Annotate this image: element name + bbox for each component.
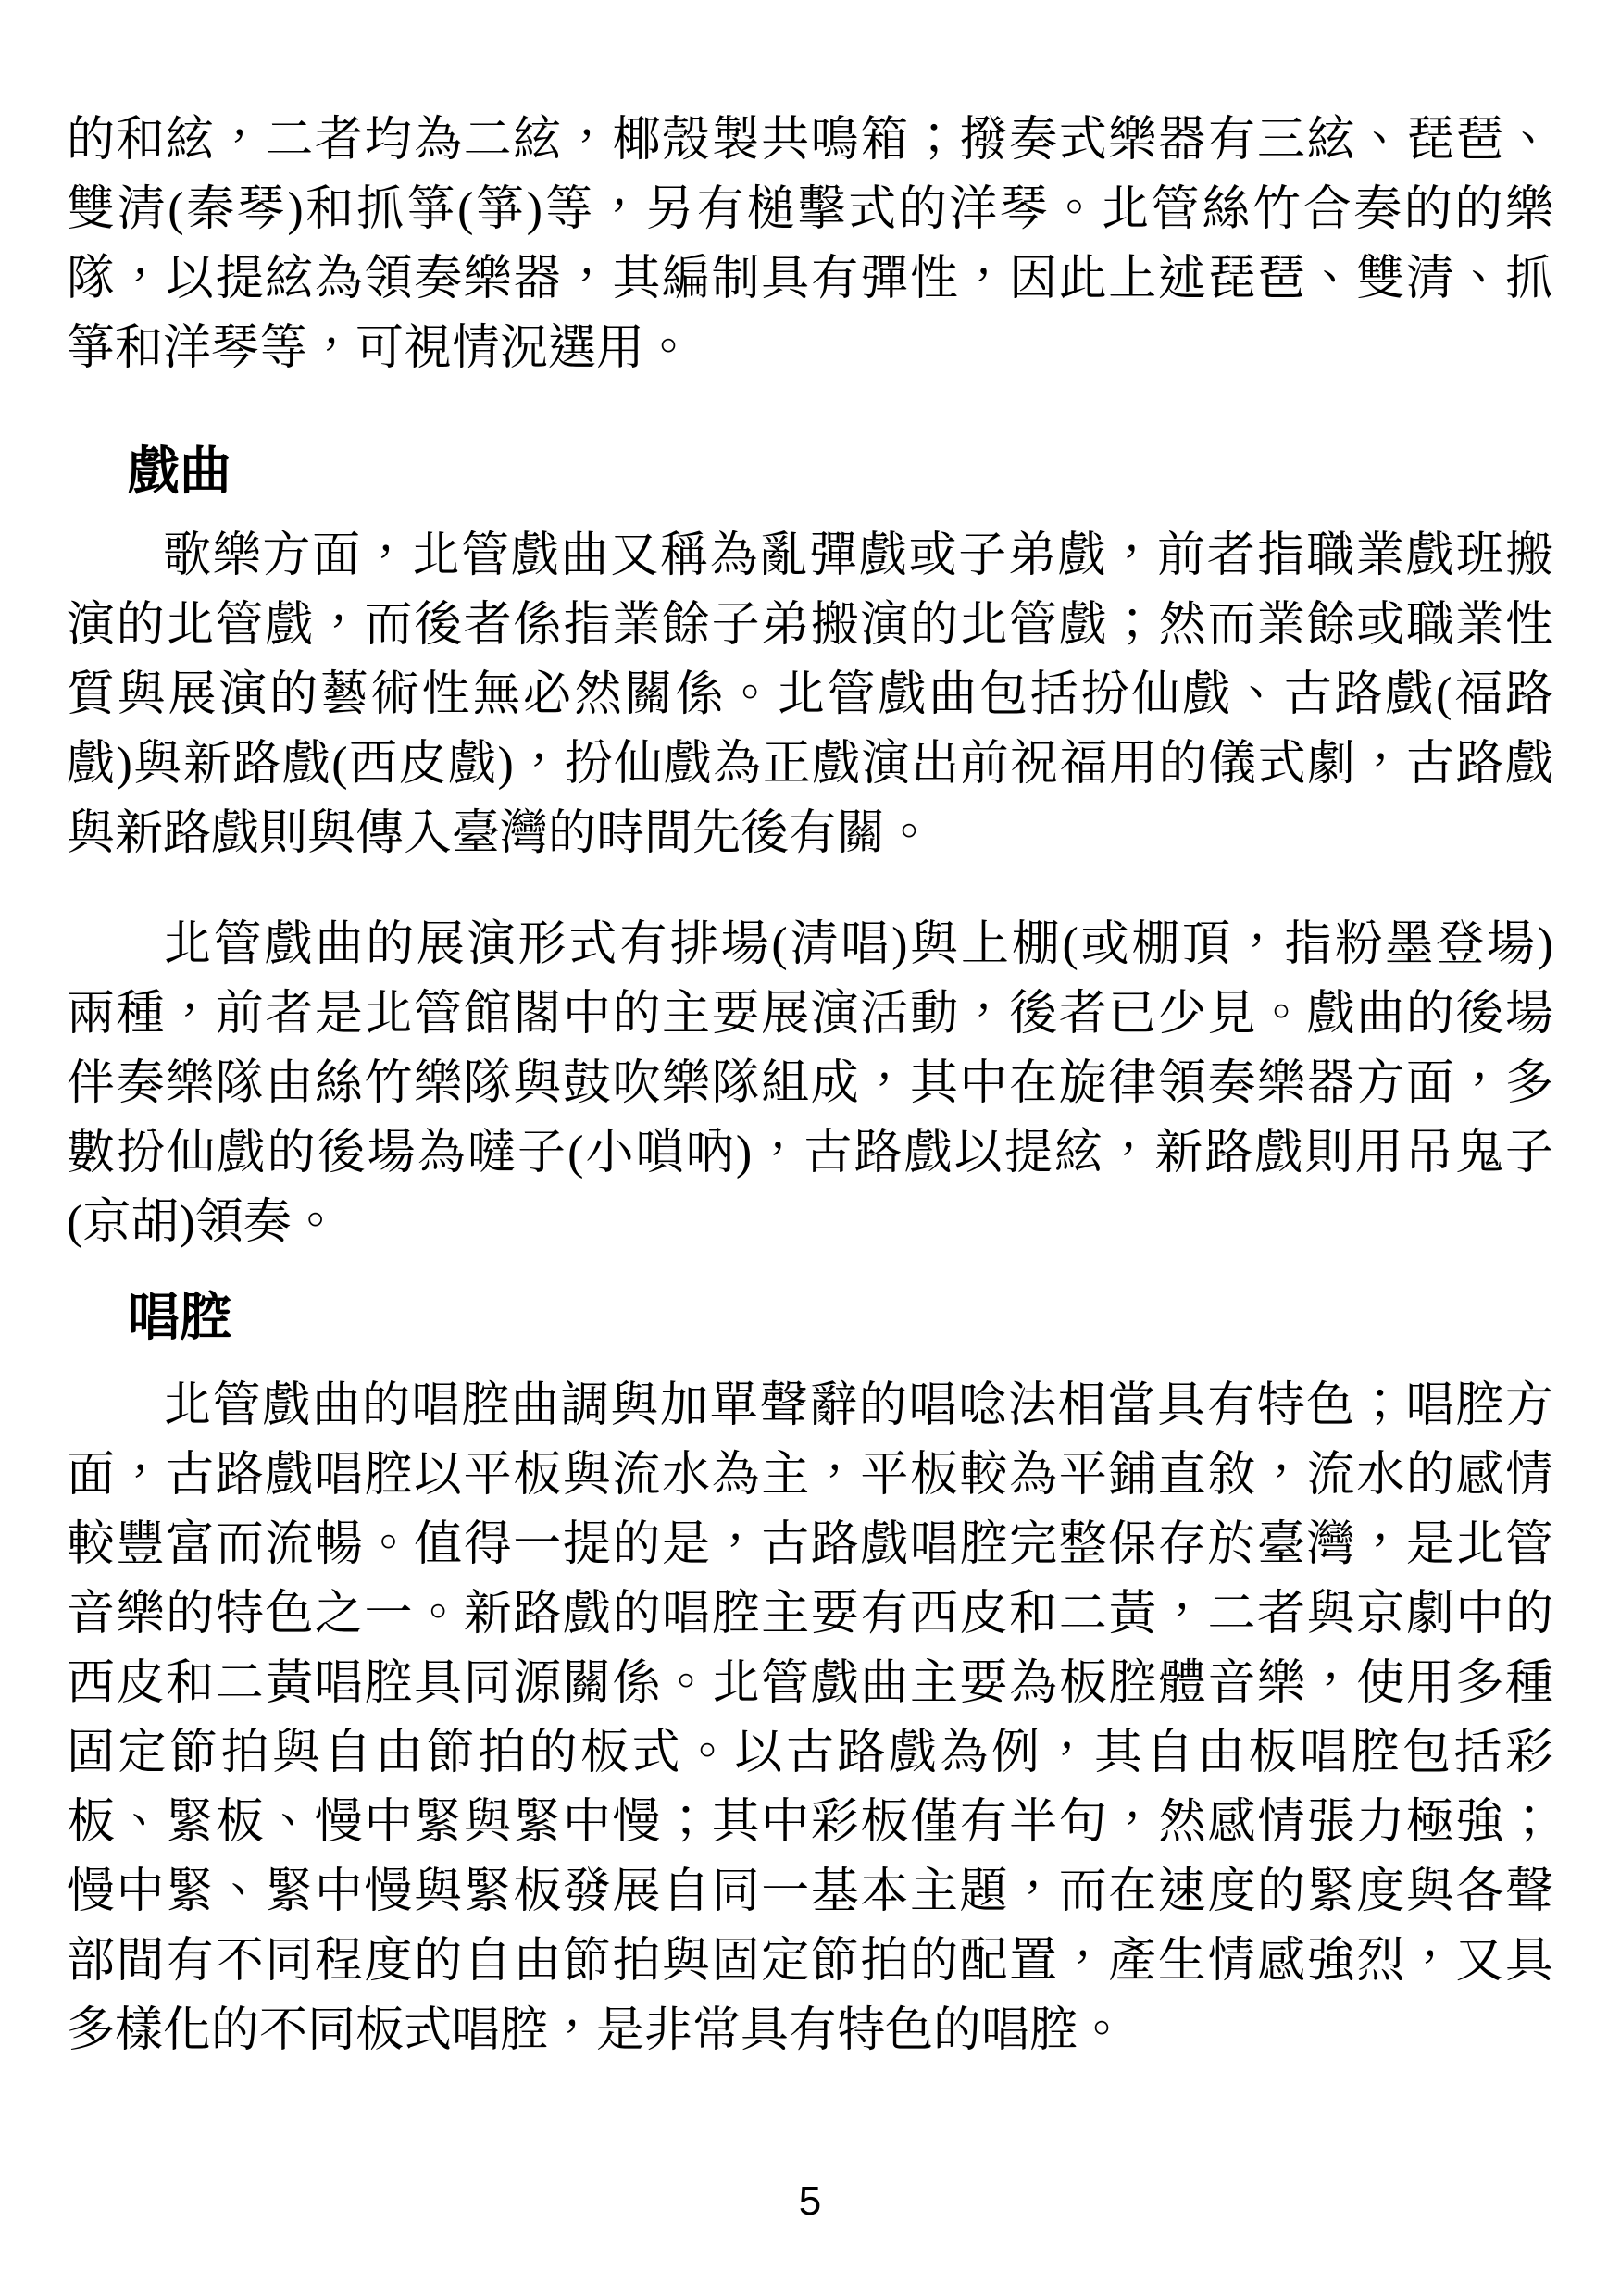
body-line: 與新路戲則與傳入臺灣的時間先後有關。: [67, 807, 934, 860]
section-heading-xiqu: 戲曲: [128, 443, 231, 501]
body-line: 質與展演的藝術性無必然關係。北管戲曲包括扮仙戲、古路戲(福路: [67, 668, 1553, 721]
body-line: 固定節拍與自由節拍的板式。以古路戲為例，其自由板唱腔包括彩: [67, 1727, 1553, 1779]
paragraph-instruments-continued: [67, 106, 1553, 383]
body-line: 數扮仙戲的後場為噠子(小嗩吶)，古路戲以提絃，新路戲則用吊鬼子: [67, 1127, 1553, 1179]
body-line: 音樂的特色之一。新路戲的唱腔主要有西皮和二黃，二者與京劇中的: [67, 1588, 1553, 1641]
body-line: 演的北管戲，而後者係指業餘子弟搬演的北管戲；然而業餘或職業性: [67, 599, 1553, 652]
paragraph-vocal-styles: [67, 1371, 1553, 2065]
body-line: 的和絃，二者均為二絃，椰殼製共鳴箱；撥奏式樂器有三絃、琵琶、: [67, 114, 1553, 167]
body-line: 伴奏樂隊由絲竹樂隊與鼓吹樂隊組成，其中在旋律領奏樂器方面，多: [67, 1057, 1553, 1110]
body-line: 隊，以提絃為領奏樂器，其編制具有彈性，因此上述琵琶、雙清、抓: [67, 253, 1553, 306]
body-line: 多樣化的不同板式唱腔，是非常具有特色的唱腔。: [67, 2004, 1127, 2057]
paragraph-opera-types: [67, 521, 1553, 868]
section-heading-changqiang: 唱腔: [128, 1290, 231, 1347]
text-column: [67, 0, 1553, 2065]
body-line: 北管戲曲的唱腔曲調與加單聲辭的唱唸法相當具有特色；唱腔方: [163, 1379, 1553, 1432]
body-line: 箏和洋琴等，可視情況選用。: [67, 322, 693, 375]
body-line: 板、緊板、慢中緊與緊中慢；其中彩板僅有半句，然感情張力極強；: [67, 1796, 1553, 1849]
body-line: 面，古路戲唱腔以平板與流水為主，平板較為平鋪直敘，流水的感情: [67, 1449, 1553, 1502]
body-line: 西皮和二黃唱腔具同源關係。北管戲曲主要為板腔體音樂，使用多種: [67, 1657, 1553, 1710]
page-number: 5: [798, 2178, 822, 2224]
body-line: 慢中緊、緊中慢與緊板發展自同一基本主題，而在速度的緊度與各聲: [67, 1866, 1553, 1918]
body-line: 歌樂方面，北管戲曲又稱為亂彈戲或子弟戲，前者指職業戲班搬: [163, 530, 1553, 582]
paragraph-performance-forms: [67, 910, 1553, 1257]
body-line: 戲)與新路戲(西皮戲)，扮仙戲為正戲演出前祝福用的儀式劇，古路戲: [67, 738, 1553, 791]
body-line: 雙清(秦琴)和抓箏(箏)等，另有槌擊式的洋琴。北管絲竹合奏的的樂: [67, 183, 1553, 236]
body-line: 兩種，前者是北管館閣中的主要展演活動，後者已少見。戲曲的後場: [67, 988, 1553, 1041]
body-line: 部間有不同程度的自由節拍與固定節拍的配置，產生情感強烈，又具: [67, 1935, 1553, 1988]
body-line: (京胡)領奏。: [67, 1196, 340, 1249]
body-line: 北管戲曲的展演形式有排場(清唱)與上棚(或棚頂，指粉墨登場): [163, 918, 1553, 971]
body-line: 較豐富而流暢。值得一提的是，古路戲唱腔完整保存於臺灣，是北管: [67, 1518, 1553, 1571]
